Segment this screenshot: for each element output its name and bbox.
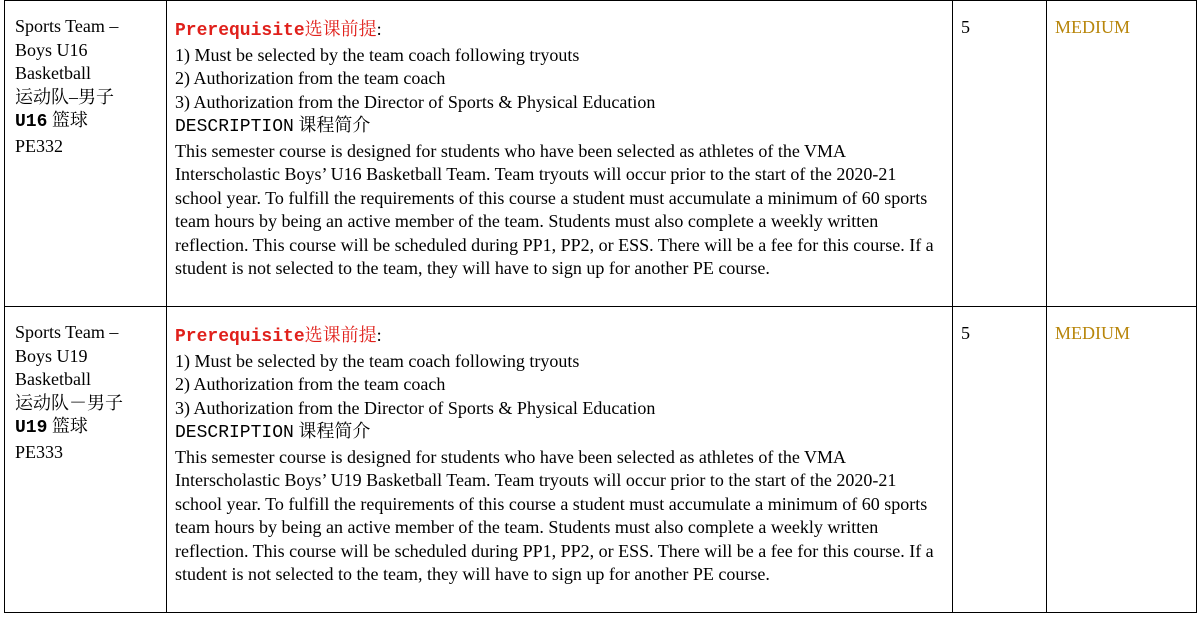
prerequisite-label: Prerequisite — [175, 327, 305, 347]
course-table — [4, 0, 1197, 613]
course-sport-chinese: 篮球 — [47, 110, 88, 130]
prerequisite-heading — [175, 324, 952, 350]
course-title-line-chinese: 运动队－男子 — [15, 392, 123, 413]
course-title-line: Boys U19 — [15, 345, 88, 366]
prerequisite-heading — [175, 18, 952, 44]
prerequisite-item: 2) Authorization from the team coach — [175, 374, 446, 394]
prerequisite-colon: : — [376, 325, 382, 345]
course-description-cell — [167, 1, 953, 307]
prerequisite-colon: : — [376, 19, 382, 39]
description-label: DESCRIPTION — [175, 423, 294, 443]
course-title-line: Basketball — [15, 63, 91, 83]
prerequisite-item: 2) Authorization from the team coach — [175, 68, 446, 88]
course-level-cell — [1047, 307, 1197, 613]
course-code: PE333 — [15, 441, 64, 462]
course-code: PE332 — [15, 135, 64, 156]
course-title-cell — [5, 1, 167, 307]
prerequisite-item: 3) Authorization from the Director of Sports & Physical Education — [175, 91, 656, 112]
course-level-cell — [1047, 1, 1197, 307]
course-title-line: Basketball — [15, 369, 91, 389]
prerequisite-label-chinese: 选课前提 — [304, 325, 377, 345]
prerequisite-label: Prerequisite — [175, 21, 305, 41]
course-credits: 5 — [953, 1, 1047, 307]
course-difficulty-level: MEDIUM — [1055, 17, 1130, 37]
course-title-line: Sports Team – — [15, 322, 119, 342]
course-title-cell — [5, 307, 167, 613]
course-row — [5, 1, 1197, 307]
course-credits: 5 — [953, 307, 1047, 613]
course-sport-chinese: 篮球 — [47, 416, 88, 436]
course-level-code: U16 — [15, 112, 48, 132]
description-label-chinese: 课程简介 — [293, 421, 371, 441]
course-title-line-chinese: 运动队–男子 — [15, 86, 114, 107]
description-heading — [175, 114, 952, 140]
description-text: This semester course is designed for students who have been selected as athletes of the VMA Interscholastic Boys’ U19 Basketball Team. Team tryouts will occur prior to the start of the 2020-21 school year. To fulfill the requirements of this course a student must accumulate a minimum of 60 sports team hours by being an active member of the team. Students must also complete a weekly written reflection. This course will be scheduled during PP1, PP2, or ESS. There will be a fee for this course. If a student is not selected to the team, they will have to sign up for another PE course. — [175, 446, 934, 584]
description-text: This semester course is designed for students who have been selected as athletes of the VMA Interscholastic Boys’ U16 Basketball Team. Team tryouts will occur prior to the start of the 2020-21 school year. To fulfill the requirements of this course a student must accumulate a minimum of 60 sports team hours by being an active member of the team. Students must also complete a weekly written reflection. This course will be scheduled during PP1, PP2, or ESS. There will be a fee for this course. If a student is not selected to the team, they will have to sign up for another PE course. — [175, 140, 934, 278]
prerequisite-label-chinese: 选课前提 — [304, 19, 377, 39]
course-title-line: Boys U16 — [15, 39, 88, 60]
course-row — [5, 307, 1197, 613]
description-heading — [175, 420, 952, 446]
course-difficulty-level: MEDIUM — [1055, 323, 1130, 343]
prerequisite-item: 1) Must be selected by the team coach following tryouts — [175, 350, 580, 371]
description-label: DESCRIPTION — [175, 117, 294, 137]
course-description-cell — [167, 307, 953, 613]
prerequisite-item: 1) Must be selected by the team coach following tryouts — [175, 44, 580, 65]
course-level-code: U19 — [15, 418, 48, 438]
prerequisite-item: 3) Authorization from the Director of Sports & Physical Education — [175, 397, 656, 418]
course-title-line: Sports Team – — [15, 16, 119, 36]
course-title-level-line — [15, 415, 166, 441]
description-label-chinese: 课程简介 — [293, 115, 371, 135]
course-title-level-line — [15, 109, 166, 135]
